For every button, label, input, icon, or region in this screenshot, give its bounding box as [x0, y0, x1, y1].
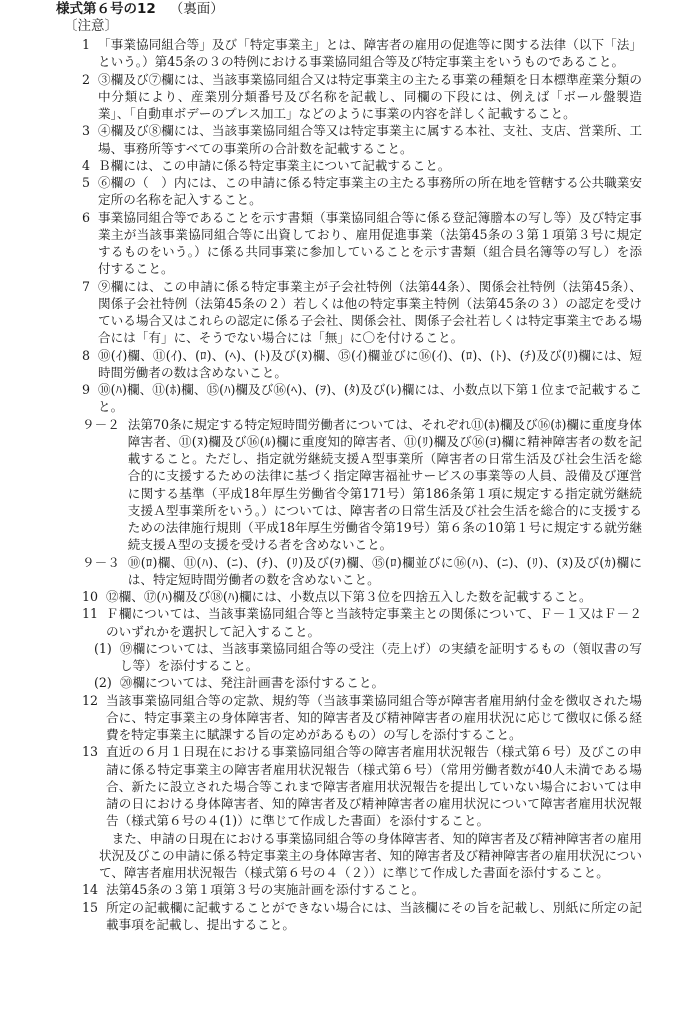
note-item	[82, 174, 642, 209]
note-item	[82, 554, 642, 589]
notes-heading: 〔注意〕	[64, 18, 118, 34]
note-number: 15	[82, 899, 99, 915]
form-title: 様式第６号の12	[56, 1, 156, 17]
note-item	[82, 157, 642, 174]
notes-list	[82, 36, 642, 933]
note-number: (2)	[94, 675, 112, 691]
note-subitem	[82, 640, 642, 675]
note-text: Ｂ欄には、この申請に係る特定事業主について記載すること。	[98, 157, 451, 173]
note-item	[82, 36, 642, 71]
note-number: 13	[82, 744, 99, 760]
note-text: ③欄及び⑦欄には、当該事業協同組合又は特定事業主の主たる事業の種類を日本標準産業分類の中分類により、産業別分類番号及び名称を記載し、同欄の下段には、例えば「ボール盤製造業」、「自動車ボデーのプレス加工」などのように事業の内容を詳しく記載すること。	[98, 71, 642, 121]
note-item	[82, 881, 642, 898]
note-text: ⑲欄については、当該事業協同組合等の受注（売上げ）の実績を証明するもの（領収書の写し等）を添付すること。	[119, 640, 642, 673]
note-number: 1	[82, 37, 91, 52]
note-text: 直近の６月１日現在における事業協同組合等の障害者雇用状況報告（様式第６号）及びこの申請に係る特定事業主の障害者雇用状況報告（様式第６号）（常用労働者数が40人未満である場合、新たに設立された場合等これまで障害者雇用状況報告を提出していない場合においては申請の日における身体障害者、知的障害者及び精神障害者の雇用状況について障害者雇用状況報告（様式第６号の４(1)）に準じて作成した書面）を添付すること。	[106, 744, 642, 829]
note-text: 当該事業協同組合等の定款、規約等（当該事業協同組合等が障害者雇用納付金を徴収された場合に、特定事業主の身体障害者、知的障害者及び精神障害者の雇用状況に応じて徴収に係る経費を特定事業主に賦課する旨の定めがあるもの）の写しを添付すること。	[106, 692, 643, 742]
note-item	[82, 743, 642, 829]
note-number: 7	[82, 278, 91, 294]
note-text: また、申請の日現在における事業協同組合等の身体障害者、知的障害者及び精神障害者の雇用状況及びこの申請に係る特定事業主の身体障害者、知的障害者及び精神障害者の雇用状況について、障害者雇用状況報告（様式第６号の４（２））に準じて作成した書面を添付すること。	[99, 830, 643, 880]
note-number: ９－２	[82, 416, 120, 432]
note-number: 14	[82, 882, 99, 898]
note-number: 10	[82, 589, 99, 604]
note-text: ⑥欄の（ ）内には、この申請に係る特定事業主の主たる事務所の所在地を管轄する公共職業安定所の名称を記入すること。	[98, 175, 642, 208]
note-item	[82, 381, 642, 416]
note-text: ⑳欄については、発注計画書を添付すること。	[119, 675, 385, 691]
note-number: 5	[82, 175, 91, 190]
note-text: ⑨欄には、この申請に係る特定事業主が子会社特例（法第44条）、関係会社特例（法第45条）、関係子会社特例（法第45条の２）若しくは他の特定事業主特例（法第45条の３）の認定を受けている場合又はこれらの認定に係る子会社、関係会社、関係子会社若しくは特定事業主である場合には「有」に、そうでない場合には「無」に〇を付けること。	[98, 278, 642, 346]
note-text: Ｆ欄については、当該事業協同組合等と当該特定事業主との関係について、Ｆ－１又はＦ－２のいずれかを選択して記入すること。	[106, 606, 642, 639]
note-text: 「事業協同組合等」及び「特定事業主」とは、障害者の雇用の促進等に関する法律（以下「法」という。）第45条の３の特例における事業協同組合等及び特定事業主をいうものであること。	[98, 37, 642, 70]
note-number: 3	[82, 123, 91, 139]
note-item	[82, 278, 642, 347]
note-text: 事業協同組合等であることを示す書類（事業協同組合等に係る登記簿謄本の写し等）及び特定事業主が当該事業協同組合等に出資しており、雇用促進事業（法第45条の３第１項第３号に規定するものをいう。）に係る共同事業に参加していることを示す書類（組合員名簿等の写し）を添付すること。	[98, 209, 643, 277]
note-number: 2	[82, 71, 91, 87]
note-number: 6	[82, 209, 91, 225]
note-text: 所定の記載欄に記載することができない場合には、当該欄にその旨を記載し、別紙に所定の記載事項を記載し、提出すること。	[106, 899, 642, 932]
note-item	[82, 899, 642, 934]
note-item	[82, 605, 642, 640]
note-number: ９－３	[82, 554, 120, 570]
note-text: 法第45条の３第１項第３号の実施計画を添付すること。	[106, 882, 425, 898]
note-item	[82, 209, 642, 278]
note-paragraph	[82, 830, 642, 882]
note-item	[82, 588, 642, 605]
note-text: ⑩(ｲ)欄、⑪(ｲ)、(ﾛ)、(ﾍ)、(ﾄ)及び(ﾇ)欄、⑮(ｲ)欄並びに⑯(ｲ)、(ﾛ)、(ﾄ)、(ﾁ)及び(ﾘ)欄には、短時間労働者の数は含めないこと。	[98, 347, 642, 380]
note-text: ④欄及び⑧欄には、当該事業協同組合等又は特定事業主に属する本社、支社、支店、営業所、工場、事務所等すべての事業所の合計数を記載すること。	[98, 123, 643, 156]
form-header	[56, 0, 224, 18]
note-text: ⑩(ﾊ)欄、⑪(ﾎ)欄、⑮(ﾊ)欄及び⑯(ﾍ)、(ｦ)、(ﾀ)及び(ﾚ)欄には、小数点以下第１位まで記載すること。	[98, 382, 642, 415]
note-text: ⑫欄、⑰(ﾊ)欄及び⑱(ﾊ)欄には、小数点以下第３位を四捨五入した数を記載すること。	[106, 589, 592, 604]
note-number: 11	[82, 606, 99, 622]
note-number: 8	[82, 347, 91, 363]
note-number: 4	[82, 157, 91, 173]
note-item	[82, 122, 642, 157]
note-item	[82, 347, 642, 382]
note-item	[82, 71, 642, 123]
form-side-label: （裏面）	[169, 1, 224, 17]
note-number: 9	[82, 382, 91, 397]
note-text: ⑩(ﾛ)欄、⑪(ﾊ)、(ﾆ)、(ﾁ)、(ﾘ)及び(ｦ)欄、⑮(ﾛ)欄並びに⑯(ﾊ)、(ﾆ)、(ﾘ)、(ﾇ)及び(ｶ)欄には、特定短時間労働者の数を含めないこと。	[127, 554, 642, 587]
note-item	[82, 416, 642, 554]
note-number: (1)	[94, 640, 112, 656]
note-number: 12	[82, 692, 99, 708]
note-item	[82, 692, 642, 744]
note-subitem	[82, 674, 642, 691]
note-text: 法第70条に規定する特定短時間労働者については、それぞれ⑪(ﾎ)欄及び⑯(ﾎ)欄に重度身体障害者、⑪(ﾇ)欄及び⑯(ﾙ)欄に重度知的障害者、⑪(ﾘ)欄及び⑯(ﾖ)欄に精神障害者の数を記載すること。ただし、指定就労継続支援Ａ型事業所（障害者の日常生活及び社会生活を総合的に支援するための法律に基づく指定障害福祉サービスの事業等の人員、設備及び運営に関する基準（平成18年厚生労働省令第171号）第186条第１項に規定する指定就労継続支援Ａ型事業所をいう。）については、障害者の日常生活及び社会生活を総合的に支援するための法律施行規則（平成18年厚生労働省令第19号）第６条の10第１号に規定する就労継続支援Ａ型の支援を受ける者を含めないこと。	[127, 416, 642, 553]
